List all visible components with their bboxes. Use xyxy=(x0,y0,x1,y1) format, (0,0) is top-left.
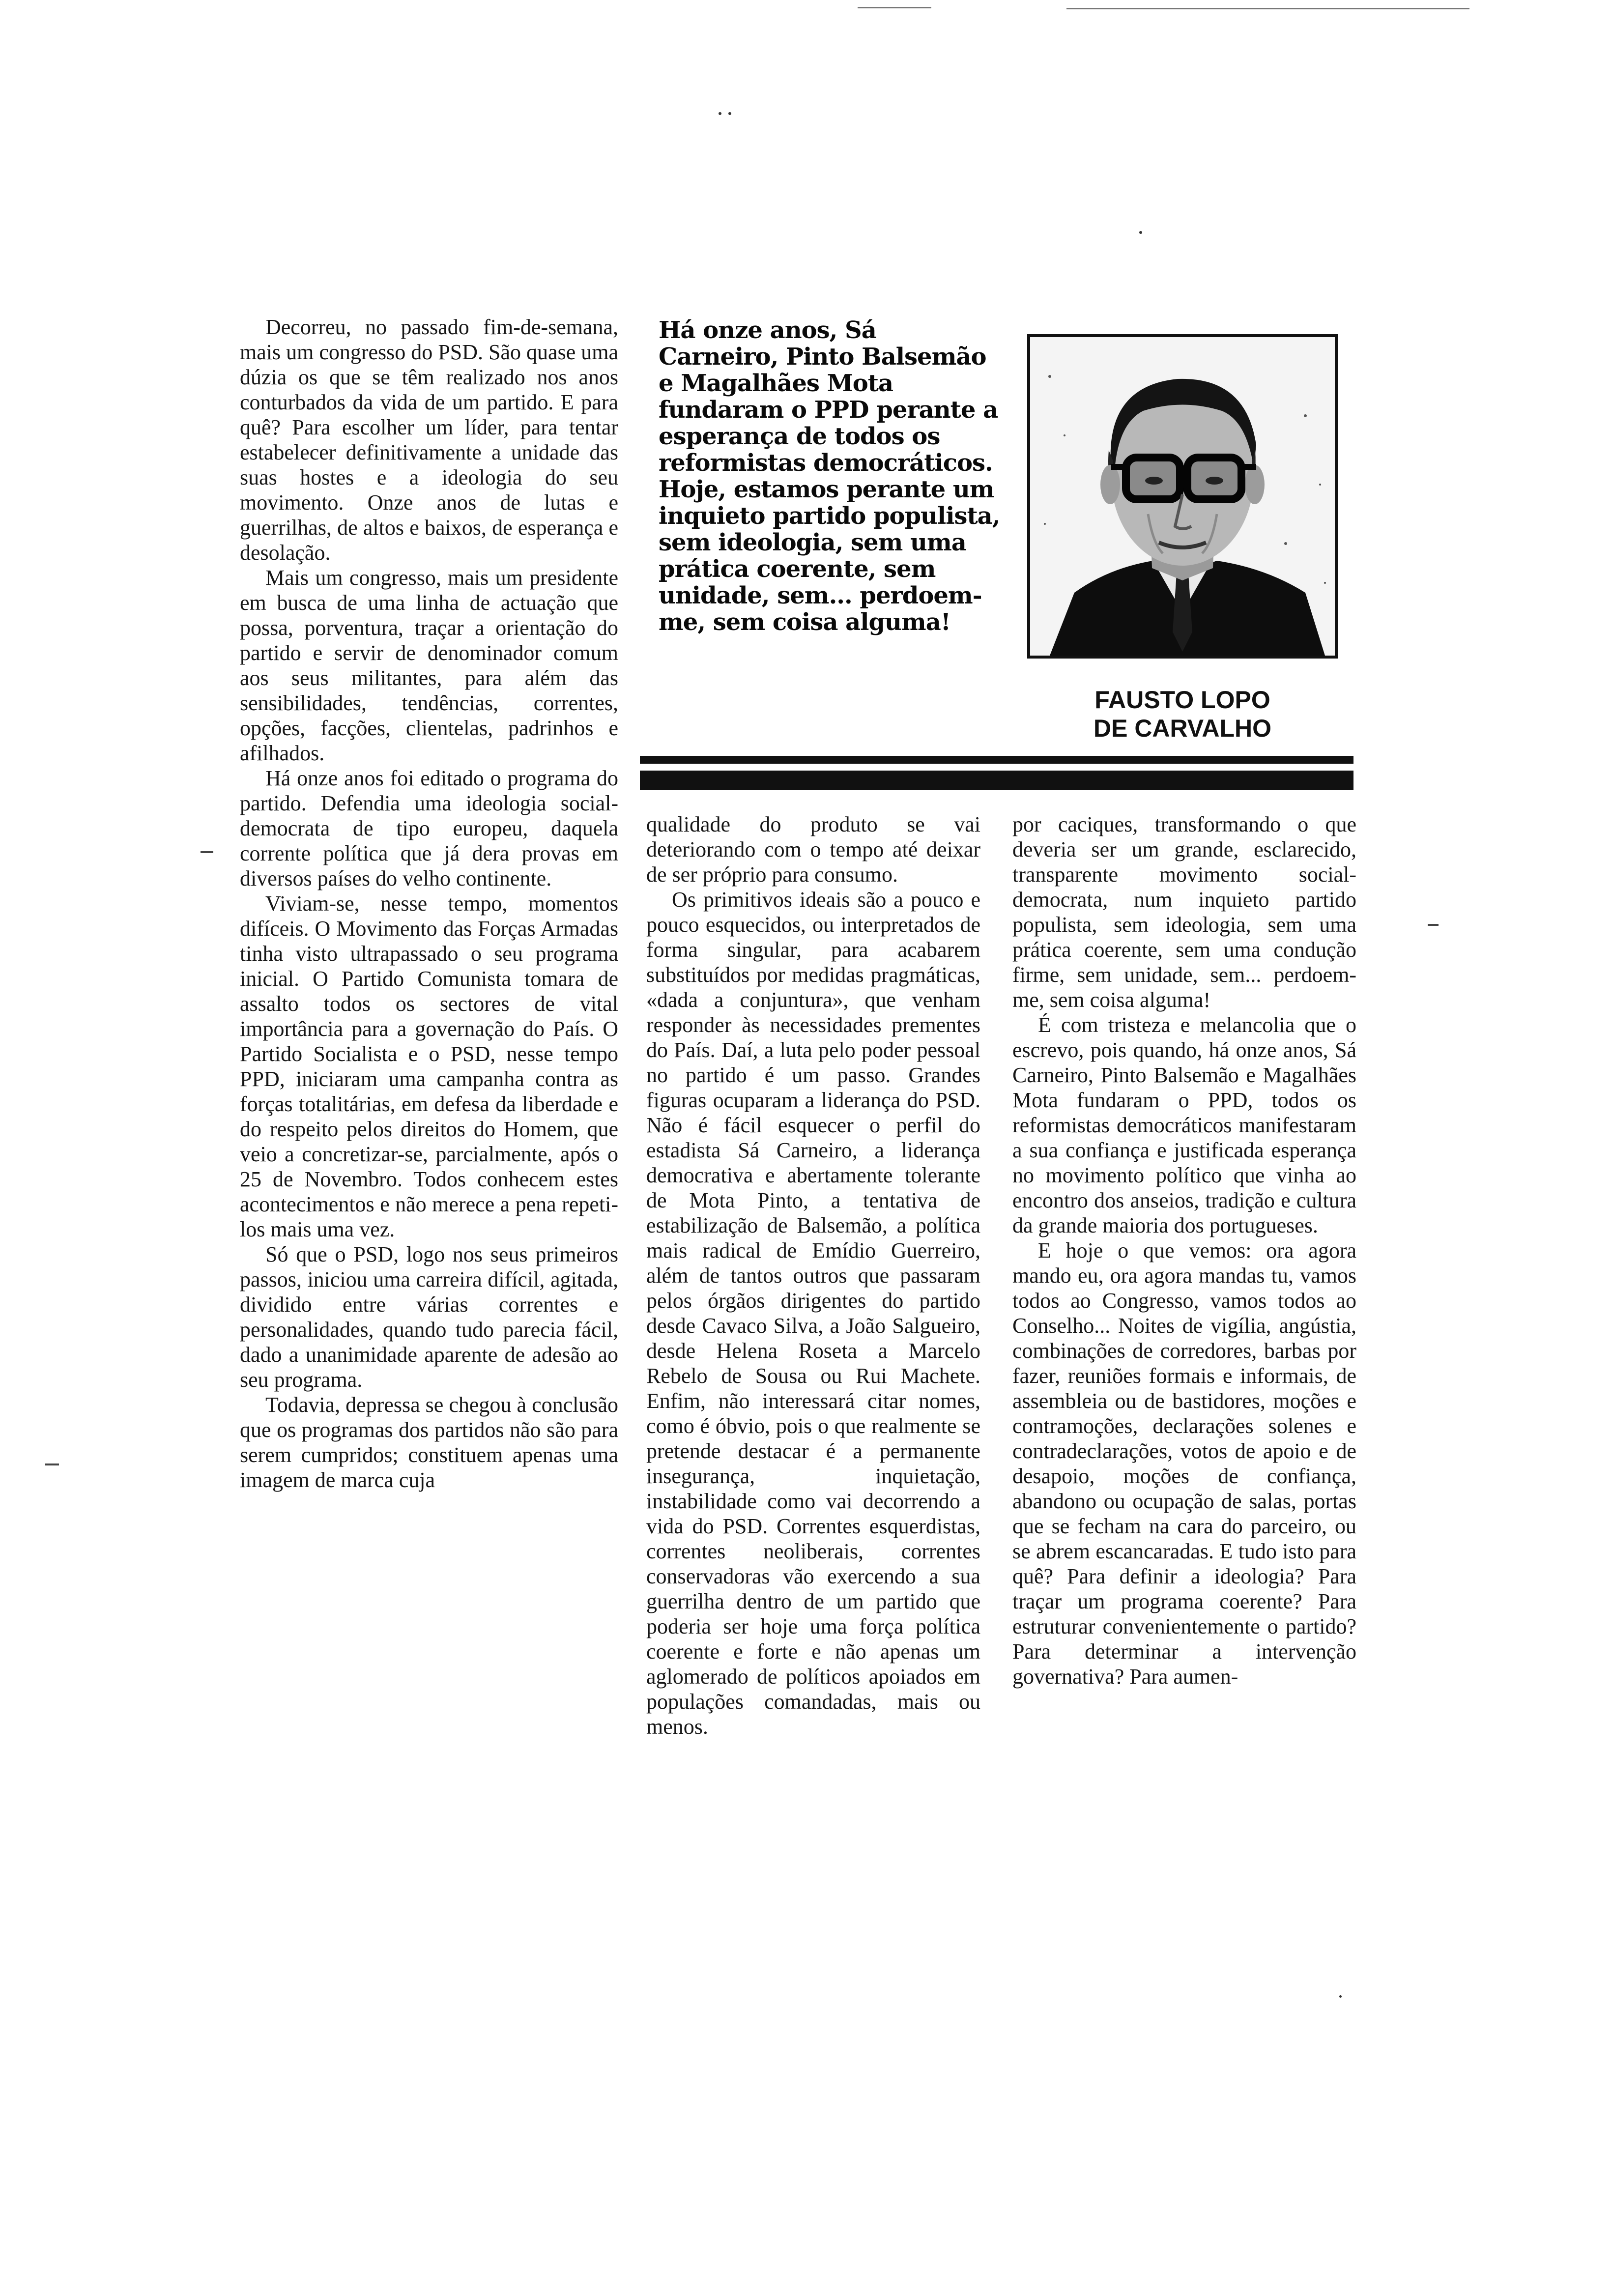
author-photo xyxy=(1027,334,1338,659)
article-column-1 xyxy=(240,315,618,1492)
author-byline xyxy=(1027,686,1338,743)
scan-speck xyxy=(719,112,721,115)
article-column-2 xyxy=(646,812,980,1739)
paragraph: Há onze anos foi editado o programa do partido. Defendia uma ideologia social-democrata de tipo europeu, daquela corrente política que já dera provas em diversos países do velho continente. xyxy=(240,766,618,890)
paragraph: por caciques, transformando o que deveria ser um grande, esclarecido, transparente movimento social-democrata, num inquieto partido populista, sem ideologia, sem uma prática coerente, sem uma condução firme, sem unidade, sem... perdoem-me, sem coisa alguma! xyxy=(1012,812,1356,1012)
scan-line-top-left xyxy=(858,7,931,8)
scan-line-top-right xyxy=(1066,8,1469,9)
scan-speck xyxy=(1139,231,1142,234)
divider-rule xyxy=(640,771,1353,790)
paragraph: Só que o PSD, logo nos seus primeiros passos, iniciou uma carreira difícil, agitada, dividido entre várias correntes e personalidades, quando tudo parecia fácil, dado a unanimidade aparente de adesão ao seu programa. xyxy=(240,1242,618,1392)
scan-dash xyxy=(1428,924,1439,926)
portrait-photo xyxy=(1030,337,1335,656)
author-name-line2: DE CARVALHO xyxy=(1093,715,1272,742)
paragraph: Todavia, depressa se chegou à conclusão que os programas dos partidos não são para serem cumpridos; constituem apenas uma imagem de marca cuja xyxy=(240,1393,618,1492)
paragraph: Os primitivos ideais são a pouco e pouco esquecidos, ou interpretados de forma singular, para acabarem substituídos por medidas pragmáticas, «dada a conjuntura», que venham responder às necessidades prementes do País. Daí, a luta pelo poder pessoal no partido é um passo. Grandes figuras ocuparam a liderança do PSD. Não é fácil esquecer o perfil do estadista Sá Carneiro, a liderança democrativa e abertamente tolerante de Mota Pinto, a tentativa de estabilização de Balsemão, a política mais radical de Emídio Guerreiro, além de tantos outros que passaram pelos órgãos dirigentes do partido desde Cavaco Silva, a João Salgueiro, desde Helena Roseta a Marcelo Rebelo de Sousa ou Rui Machete. Enfim, não interessará citar nomes, como é óbvio, pois o que realmente se pretende destacar é a permanente insegurança, inquietação, instabilidade como vai decorrendo a vida do PSD. Correntes esquerdistas, correntes neoliberais, correntes conservadoras vão exercendo a sua guerrilha dentro de um partido que poderia ser hoje uma força política coerente e forte e não apenas um aglomerado de políticos apoiados em populações comandadas, mais ou menos. xyxy=(646,888,980,1739)
paragraph: Mais um congresso, mais um presidente em busca de uma linha de actuação que possa, porventura, traçar a orientação do partido e servir de denominador comum aos seus militantes, para além das sensibilidades, tendências, correntes, opções, facções, clientelas, padrinhos e afilhados. xyxy=(240,566,618,765)
paragraph: É com tristeza e melancolia que o escrevo, pois quando, há onze anos, Sá Carneiro, Pinto Balsemão e Magalhães Mota fundaram o PPD, todos os reformistas democráticos manifestaram a sua confiança e justificada esperança no movimento político que vinha ao encontro dos anseios, tradição e cultura da grande maioria dos portugueses. xyxy=(1012,1013,1356,1237)
scan-dash xyxy=(45,1464,59,1465)
scan-speck xyxy=(1339,1995,1342,1998)
paragraph: Decorreu, no passado fim-de-semana, mais um congresso do PSD. São quase uma dúzia os que se têm realizado nos anos conturbados da vida de um partido. E para quê? Para escolher um líder, para tentar estabelecer definitivamente a unidade das suas hostes e a ideologia do seu movimento. Onze anos de lutas e guerrilhas, de altos e baixos, de esperança e desolação. xyxy=(240,315,618,565)
author-name-line1: FAUSTO LOPO xyxy=(1094,686,1270,714)
article-column-3 xyxy=(1012,812,1356,1689)
pull-quote: Há onze anos, Sá Carneiro, Pinto Balsemão e Magalhães Mota fundaram o PPD perante a esperança de todos os reformistas democráticos. Hoje, estamos perante um inquieto partido populista, sem ideologia, sem uma prática coerente, sem unidade, sem... perdoem-me, sem coisa alguma! xyxy=(659,316,1000,636)
scan-speck xyxy=(728,112,731,115)
paragraph: Viviam-se, nesse tempo, momentos difíceis. O Movimento das Forças Armadas tinha visto ultrapassado o seu programa inicial. O Partido Comunista tomara de assalto todos os sectores de vital importância para a governação do País. O Partido Socialista e o PSD, nesse tempo PPD, iniciaram uma campanha contra as forças totalitárias, em defesa da liberdade e do respeito pelos direitos do Homem, que veio a concretizar-se, parcialmente, após o 25 de Novembro. Todos conhecem estes acontecimentos e não merece a pena repeti-los mais uma vez. xyxy=(240,891,618,1241)
paragraph: E hoje o que vemos: ora agora mando eu, ora agora mandas tu, vamos todos ao Congresso, vamos todos ao Conselho... Noites de vigília, angústia, combinações de corredores, barbas por fazer, reuniões formais e informais, de assembleia ou de bastidores, moções e contramoções, declarações solenes e contradeclarações, votos de apoio e de desapoio, moções de confiança, abandono ou ocupação de salas, portas que se fecham na cara do parceiro, ou se abrem escancaradas. E tudo isto para quê? Para definir a ideologia? Para traçar um programa coerente? Para estruturar convenientemente o partido? Para determinar a intervenção governativa? Para aumen- xyxy=(1012,1238,1356,1689)
paragraph: qualidade do produto se vai deteriorando com o tempo até deixar de ser próprio para consumo. xyxy=(646,812,980,887)
divider-rule xyxy=(640,756,1353,764)
scan-dash xyxy=(201,851,213,853)
